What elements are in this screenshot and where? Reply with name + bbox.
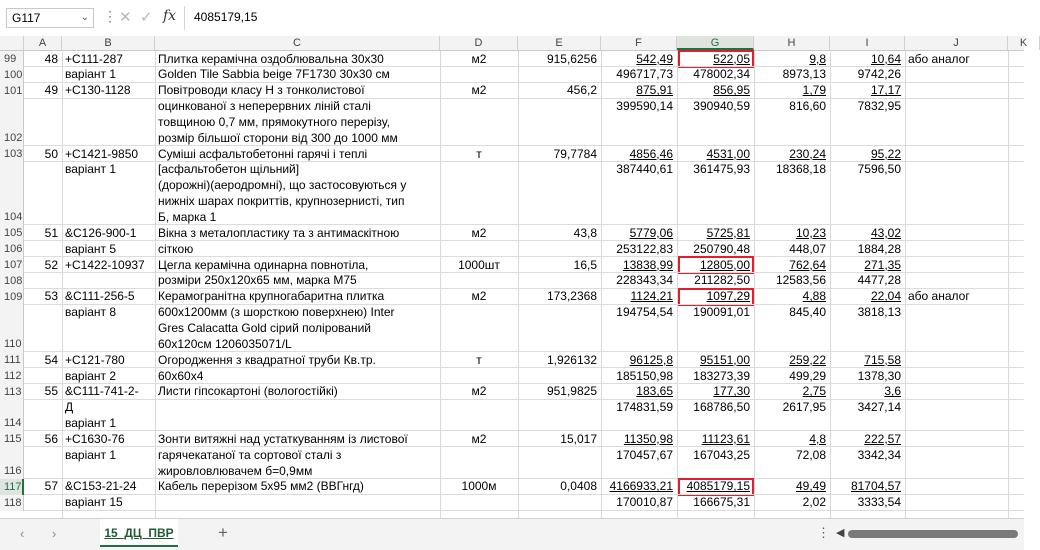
cell-d[interactable]: т xyxy=(476,352,482,367)
row-header[interactable]: 115 xyxy=(0,431,24,447)
cell-i[interactable]: 22,04 xyxy=(870,289,901,304)
cell-i[interactable]: 10,64 xyxy=(870,51,901,66)
cell-f[interactable]: 387440,61 xyxy=(616,162,673,177)
cell-f[interactable]: 11350,98 xyxy=(623,431,673,446)
cell-h[interactable]: 12583,56 xyxy=(775,273,826,288)
cell-c[interactable]: Golden Tile Sabbia beige 7F1730 30х30 см xyxy=(158,67,390,82)
cell-a[interactable]: 53 xyxy=(44,289,58,304)
cell-i[interactable]: 222,57 xyxy=(864,431,901,446)
cell-h[interactable]: 18368,18 xyxy=(775,162,826,177)
cell-e[interactable]: 43,8 xyxy=(573,225,597,240)
cell-h[interactable]: 448,07 xyxy=(789,241,826,256)
cell-f[interactable]: 228343,34 xyxy=(616,273,673,288)
column-header-j[interactable]: J xyxy=(905,36,1008,50)
cell-g[interactable]: 211282,50 xyxy=(694,273,750,288)
cell-d[interactable]: м2 xyxy=(471,51,487,66)
cell-h[interactable]: 4,8 xyxy=(809,431,826,446)
cell-i[interactable]: 3,6 xyxy=(884,384,901,399)
cell-g[interactable]: 190091,01 xyxy=(693,305,750,320)
cell-h[interactable]: 72,08 xyxy=(795,447,826,462)
more-options-icon[interactable]: ⋮ xyxy=(817,525,830,540)
row-header[interactable]: 111 xyxy=(0,352,24,368)
cell-c[interactable]: нижніх шарах покриттів, крупнозернисті, тип xyxy=(158,194,405,209)
cell-b[interactable]: &С111-256-5 xyxy=(65,289,135,304)
cell-d[interactable]: 1000м xyxy=(461,479,497,494)
name-box-value: G117 xyxy=(12,11,41,25)
cell-g[interactable]: 522,05 xyxy=(713,51,750,66)
cell-c[interactable]: 60х60х4 xyxy=(158,368,204,383)
cell-d[interactable]: м2 xyxy=(471,225,487,240)
cell-h[interactable]: 49,49 xyxy=(795,479,826,494)
cell-c[interactable]: розмір більшої сторони від 300 до 1000 мм xyxy=(158,130,398,145)
sheet-grid[interactable] xyxy=(0,51,1024,518)
cell-f[interactable]: 185150,98 xyxy=(616,368,673,383)
cell-f[interactable]: 496717,73 xyxy=(616,67,673,82)
cell-i[interactable]: 3333,54 xyxy=(857,495,901,510)
cell-e[interactable]: 173,2368 xyxy=(546,289,597,304)
cell-b[interactable]: +С130-1128 xyxy=(65,83,131,98)
cell-a[interactable]: 57 xyxy=(44,479,58,494)
cell-b[interactable]: варіант 1 xyxy=(65,416,117,431)
cell-f[interactable]: 4856,46 xyxy=(629,146,673,161)
cell-g[interactable]: 4531,00 xyxy=(706,146,750,161)
column-header-b[interactable]: B xyxy=(62,36,155,50)
cell-f[interactable]: 5779,06 xyxy=(629,225,673,240)
cell-g[interactable]: 183273,39 xyxy=(693,368,750,383)
cell-h[interactable]: 1,79 xyxy=(802,83,826,98)
cell-c[interactable]: Суміші асфальтобетонні гарячі і теплі xyxy=(158,146,368,161)
cell-e[interactable]: 15,017 xyxy=(560,431,597,446)
column-header-a[interactable]: A xyxy=(24,36,62,50)
cell-f[interactable]: 1124,21 xyxy=(630,289,673,304)
cell-j[interactable]: або аналог xyxy=(908,51,970,66)
cell-g[interactable]: 390940,59 xyxy=(693,99,750,114)
cell-b[interactable]: варіант 5 xyxy=(65,241,117,256)
cell-g[interactable]: 361475,93 xyxy=(693,162,750,177)
cell-b[interactable]: +С121-780 xyxy=(65,352,125,367)
cell-c[interactable]: 60х120см 1206035071/L xyxy=(158,336,292,351)
row-header[interactable]: 101 xyxy=(0,83,24,99)
cell-g[interactable]: 11123,61 xyxy=(701,431,750,446)
cell-b[interactable]: варіант 15 xyxy=(65,495,123,510)
cell-h[interactable]: 2617,95 xyxy=(782,400,826,415)
cell-d[interactable]: т xyxy=(476,146,482,161)
cell-b[interactable]: варіант 8 xyxy=(65,305,117,320)
cell-c[interactable]: Вікна з металопластику та з антимаскітною xyxy=(158,225,400,240)
row-header[interactable]: 109 xyxy=(0,289,24,305)
cell-b[interactable]: +С1422-10937 xyxy=(65,257,145,272)
select-all-corner[interactable] xyxy=(0,36,24,50)
formula-input[interactable]: 4085179,15 xyxy=(194,10,258,24)
cell-i[interactable]: 43,02 xyxy=(870,225,901,240)
cell-c[interactable]: гарячекатаної та сортової сталі з xyxy=(158,447,342,462)
cell-d[interactable]: м2 xyxy=(471,431,487,446)
cell-a[interactable]: 56 xyxy=(44,431,58,446)
cell-d[interactable]: 1000шт xyxy=(458,257,500,272)
cell-g[interactable]: 168786,50 xyxy=(693,400,750,415)
cell-d[interactable]: м2 xyxy=(471,83,487,98)
cell-e[interactable]: 16,5 xyxy=(573,257,597,272)
cell-i[interactable]: 95,22 xyxy=(870,146,901,161)
cell-i[interactable]: 7832,95 xyxy=(857,99,901,114)
cell-g[interactable]: 250790,48 xyxy=(693,241,750,256)
cell-h[interactable]: 2,02 xyxy=(802,495,826,510)
scroll-tabs-right-icon[interactable]: › xyxy=(52,526,57,541)
cell-a[interactable]: 54 xyxy=(44,352,58,367)
cell-c[interactable]: розміри 250х120х65 мм, марка М75 xyxy=(158,273,357,288)
cell-e[interactable]: 1,926132 xyxy=(546,352,597,367)
cell-i[interactable]: 3427,14 xyxy=(857,400,901,415)
row-header[interactable]: 100 xyxy=(0,67,24,83)
cell-c[interactable]: товщиною 0,7 мм, прямокутного перерізу, xyxy=(158,114,390,129)
row-header[interactable]: 104 xyxy=(0,162,24,225)
cell-b[interactable]: варіант 1 xyxy=(65,67,117,82)
row-header[interactable]: 113 xyxy=(0,384,24,400)
cell-b[interactable]: &С153-21-24 xyxy=(65,479,137,494)
column-header-f[interactable]: F xyxy=(601,36,677,50)
cell-b[interactable]: варіант 1 xyxy=(65,447,117,462)
row-header[interactable]: 103 xyxy=(0,146,24,162)
cell-a[interactable]: 52 xyxy=(44,257,58,272)
row-header[interactable]: 102 xyxy=(0,99,24,147)
row-header[interactable]: 110 xyxy=(0,305,24,353)
cell-f[interactable]: 13838,99 xyxy=(622,257,673,272)
cell-h[interactable]: 8973,13 xyxy=(782,67,826,82)
cell-f[interactable]: 253122,83 xyxy=(616,241,673,256)
row-header[interactable]: 99 xyxy=(0,51,24,67)
cell-g[interactable]: 478002,34 xyxy=(693,67,750,82)
row-header[interactable]: 108 xyxy=(0,273,24,289)
row-header[interactable]: 106 xyxy=(0,241,24,257)
row-header[interactable]: 105 xyxy=(0,225,24,241)
cell-g[interactable]: 12805,00 xyxy=(699,257,750,272)
cell-b[interactable]: &С111-741-2- xyxy=(65,384,139,399)
scroll-left-icon[interactable]: ◀ xyxy=(836,527,845,539)
row-header[interactable]: 114 xyxy=(0,400,24,432)
cell-e[interactable]: 456,2 xyxy=(566,83,597,98)
cell-b[interactable]: Д xyxy=(65,400,74,415)
scroll-tabs-left-icon[interactable]: ‹ xyxy=(20,526,25,541)
cell-f[interactable]: 170010,87 xyxy=(616,495,673,510)
column-header-bar xyxy=(0,36,1028,51)
cell-h[interactable]: 845,40 xyxy=(789,305,826,320)
cell-i[interactable]: 3342,34 xyxy=(857,447,901,462)
cell-c[interactable]: (дорожні)(аеродромні), що застосовуються у xyxy=(158,178,407,193)
cell-c[interactable]: Цегла керамічна одинарна повнотіла, xyxy=(158,257,369,272)
column-header-d[interactable]: D xyxy=(440,36,518,50)
cell-g[interactable]: 5725,81 xyxy=(706,225,750,240)
row-header[interactable]: 112 xyxy=(0,368,24,384)
cell-f[interactable]: 4166933,21 xyxy=(609,479,673,494)
cell-f[interactable]: 399590,14 xyxy=(616,99,673,114)
cell-c[interactable]: Плитка керамічна оздоблювальна 30х30 xyxy=(158,51,384,66)
cell-h[interactable]: 230,24 xyxy=(789,146,826,161)
cell-i[interactable]: 17,17 xyxy=(870,83,901,98)
cell-c[interactable]: Б, марка 1 xyxy=(158,210,217,224)
cell-e[interactable]: 0,0408 xyxy=(560,479,597,494)
cell-i[interactable]: 271,35 xyxy=(864,257,901,272)
cell-c[interactable]: Повітроводи класу Н з тонколистової xyxy=(158,83,365,98)
cell-c[interactable]: жировловлювачем б=0,9мм xyxy=(158,463,313,478)
cell-c[interactable]: Зонти витяжні над устаткуванням із листової xyxy=(158,431,408,446)
cell-d[interactable]: м2 xyxy=(471,384,487,399)
more-options-icon[interactable]: ⋮ xyxy=(103,8,117,24)
cell-f[interactable]: 170457,67 xyxy=(616,447,673,462)
cell-f[interactable]: 542,49 xyxy=(636,51,673,66)
cell-f[interactable]: 96125,8 xyxy=(629,352,673,367)
cell-b[interactable]: варіант 2 xyxy=(65,368,117,383)
cell-c[interactable]: Листи гіпсокартоні (вологостійкі) xyxy=(158,384,338,399)
horizontal-scrollbar[interactable] xyxy=(836,529,1022,539)
row-header[interactable]: 118 xyxy=(0,495,24,511)
cell-b[interactable]: +С1421-9850 xyxy=(65,146,139,161)
cell-h[interactable]: 499,29 xyxy=(789,368,826,383)
cell-g[interactable]: 1097,29 xyxy=(706,289,750,304)
name-box[interactable] xyxy=(6,8,94,28)
sheet-tab-bar xyxy=(0,518,1024,550)
cell-a[interactable]: 49 xyxy=(44,83,58,98)
cell-b[interactable]: +С111-287 xyxy=(65,51,123,66)
column-header-h[interactable]: H xyxy=(754,36,830,50)
insert-function-icon[interactable]: fx xyxy=(163,8,177,24)
cell-a[interactable]: 48 xyxy=(44,51,58,66)
cell-a[interactable]: 51 xyxy=(44,225,58,240)
cell-g[interactable]: 166675,31 xyxy=(693,495,750,510)
cell-i[interactable]: 3818,13 xyxy=(857,305,901,320)
cell-g[interactable]: 4085179,15 xyxy=(686,479,750,494)
cell-a[interactable]: 50 xyxy=(44,146,58,161)
cell-i[interactable]: 715,58 xyxy=(864,352,901,367)
cell-e[interactable]: 79,7784 xyxy=(553,146,597,161)
scrollbar-thumb[interactable] xyxy=(848,530,1018,538)
cell-h[interactable]: 816,60 xyxy=(789,99,826,114)
cell-c[interactable]: Огородження з квадратної труби Кв.тр. xyxy=(158,352,376,367)
cell-j[interactable]: або аналог xyxy=(908,289,970,304)
row-header[interactable]: 107 xyxy=(0,257,24,273)
column-header-e[interactable]: E xyxy=(518,36,601,50)
cell-g[interactable]: 167043,25 xyxy=(693,447,750,462)
cell-h[interactable]: 4,88 xyxy=(802,289,826,304)
cell-h[interactable]: 762,64 xyxy=(789,257,826,272)
cell-f[interactable]: 174831,59 xyxy=(616,400,673,415)
cell-c[interactable]: оцинкованої з неперервних ліній сталі xyxy=(158,99,371,114)
cell-b[interactable]: +С1630-76 xyxy=(65,431,125,446)
row-header[interactable]: 117 xyxy=(0,479,24,495)
cell-h[interactable]: 2,75 xyxy=(802,384,826,399)
cell-h[interactable]: 259,22 xyxy=(789,352,826,367)
column-header-i[interactable]: I xyxy=(830,36,905,50)
cell-c[interactable]: Gres Calacatta Gold сірий полірований xyxy=(158,320,371,335)
cell-c[interactable]: сіткою xyxy=(158,241,194,256)
cell-b[interactable]: &С126-900-1 xyxy=(65,225,137,240)
cell-c[interactable]: Кабель перерізом 5х95 мм2 (ВВГнгд) xyxy=(158,479,364,494)
cell-i[interactable]: 9742,26 xyxy=(857,67,901,82)
cell-g[interactable]: 856,95 xyxy=(713,83,750,98)
cell-e[interactable]: 951,9825 xyxy=(546,384,597,399)
cell-f[interactable]: 194754,54 xyxy=(616,305,673,320)
column-header-k[interactable]: K xyxy=(1008,36,1040,50)
cell-c[interactable]: Керамогранітна крупногабаритна плитка xyxy=(158,289,385,304)
cell-c[interactable]: [асфальтобетон щільний] xyxy=(158,162,300,177)
column-header-c[interactable]: C xyxy=(155,36,440,50)
cell-f[interactable]: 183,65 xyxy=(636,384,673,399)
cancel-icon[interactable]: ✕ xyxy=(119,9,132,26)
cell-d[interactable]: м2 xyxy=(471,289,487,304)
enter-check-icon[interactable]: ✓ xyxy=(140,9,153,26)
cell-i[interactable]: 1884,28 xyxy=(857,241,901,256)
cell-i[interactable]: 1378,30 xyxy=(857,368,901,383)
sheet-tab-active[interactable]: 15_ДЦ_ПВР xyxy=(100,519,178,547)
cell-i[interactable]: 81704,57 xyxy=(850,479,901,494)
chevron-down-icon[interactable]: ⌄ xyxy=(80,12,89,23)
formula-bar xyxy=(0,0,1024,37)
cell-c[interactable]: 600х1200мм (з шорсткою поверхнею) Inter xyxy=(158,305,395,320)
row-header[interactable]: 116 xyxy=(0,447,24,479)
cell-i[interactable]: 4477,28 xyxy=(857,273,901,288)
cell-h[interactable]: 10,23 xyxy=(795,225,826,240)
cell-g[interactable]: 95151,00 xyxy=(699,352,750,367)
cell-h[interactable]: 9,8 xyxy=(809,51,826,66)
cell-b[interactable]: варіант 1 xyxy=(65,162,117,177)
add-sheet-icon[interactable]: + xyxy=(218,523,228,542)
cell-i[interactable]: 7596,50 xyxy=(857,162,901,177)
column-header-g[interactable]: G xyxy=(677,36,754,50)
cell-g[interactable]: 177,30 xyxy=(713,384,750,399)
cell-a[interactable]: 55 xyxy=(44,384,58,399)
cell-f[interactable]: 875,91 xyxy=(636,83,673,98)
cell-e[interactable]: 915,6256 xyxy=(546,51,597,66)
